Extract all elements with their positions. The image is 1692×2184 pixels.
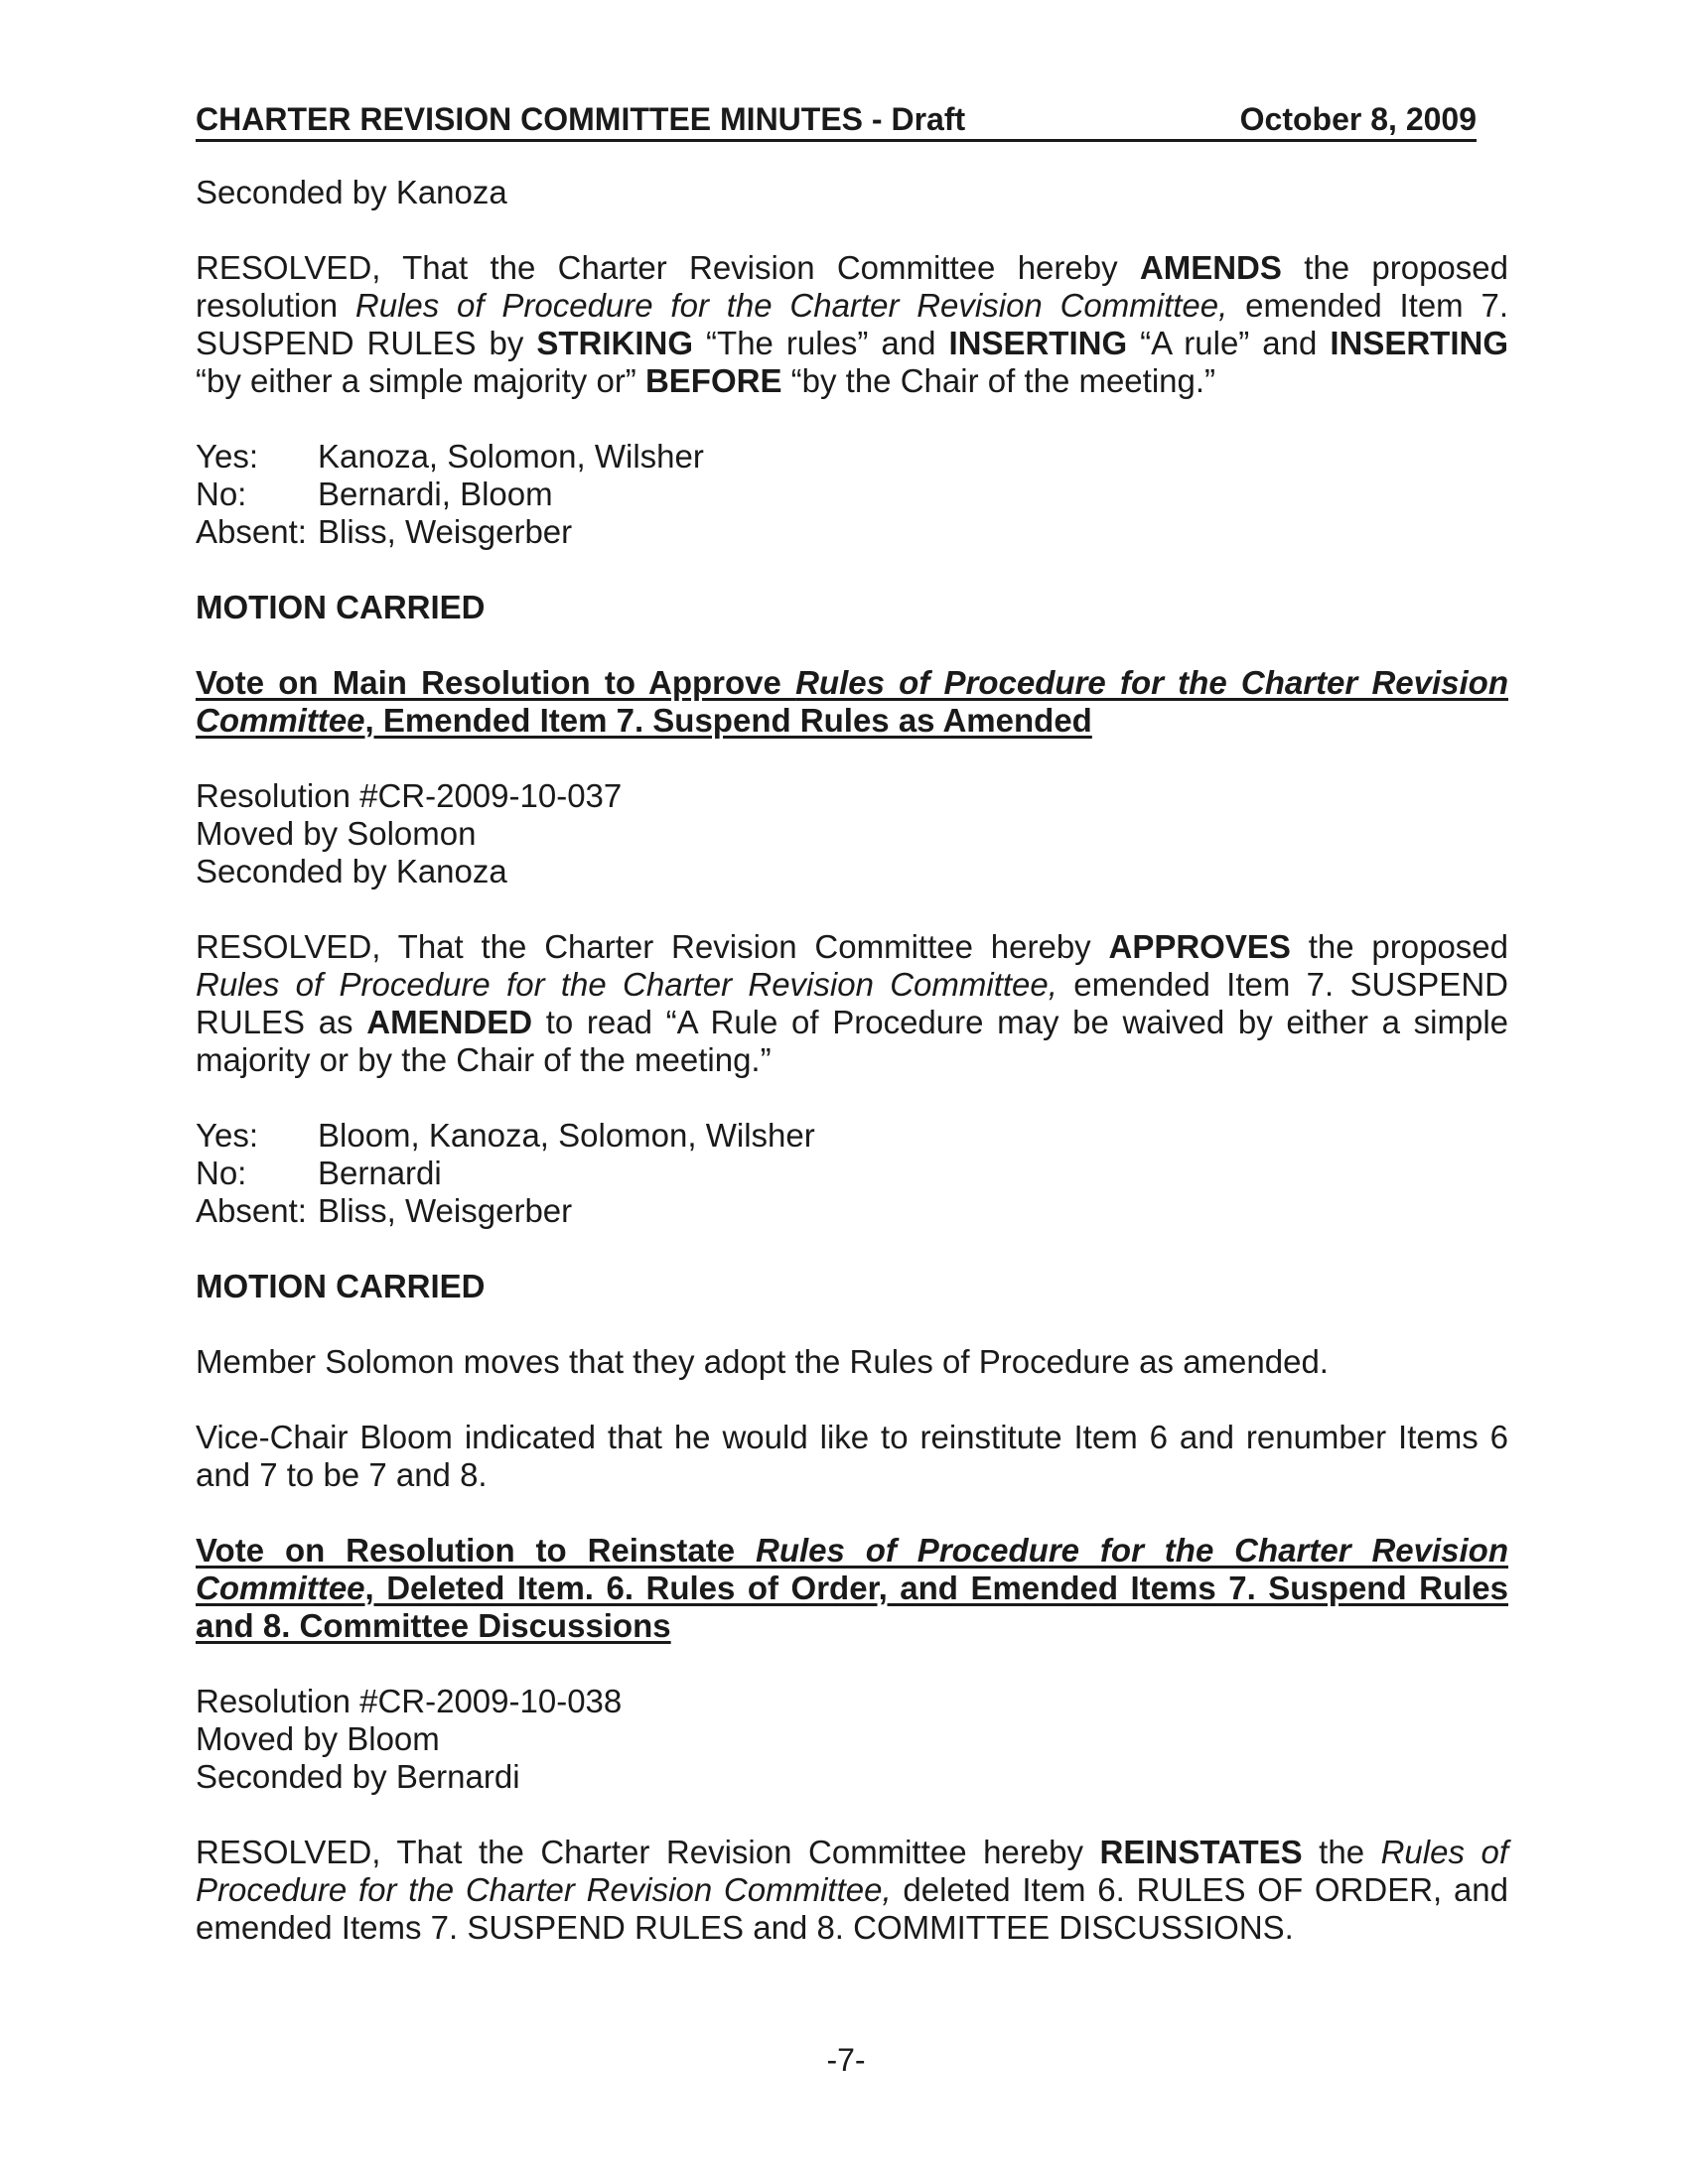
resolved-2-amended: AMENDED xyxy=(366,1004,533,1040)
vote-names: Kanoza, Solomon, Wilsher xyxy=(318,438,704,475)
moved-by: Moved by Solomon xyxy=(196,815,477,852)
resolved-1-text-a: RESOLVED, That the Charter Revision Committee hereby xyxy=(196,249,1140,286)
heading-2-text-b: , Deleted Item. 6. Rules of Order, and Emended Items 7. Suspend Rules and 8. Committee Discussions xyxy=(196,1570,1508,1644)
resolved-paragraph-2 xyxy=(196,928,1508,1079)
resolved-1-amends: AMENDS xyxy=(1139,249,1282,286)
minutes-body xyxy=(196,174,1508,1947)
resolved-3-text-b: the xyxy=(1302,1834,1381,1870)
section-heading-2 xyxy=(196,1532,1508,1645)
vote-names: Bernardi xyxy=(318,1155,442,1191)
seconded-by: Seconded by Kanoza xyxy=(196,853,507,889)
vote-label: Absent: xyxy=(196,513,307,550)
heading-2-rules-title: Rules of Procedure for the Charter Revision Committee xyxy=(196,1532,1508,1606)
seconded-by-1: Seconded by Kanoza xyxy=(196,174,507,210)
vote-tally-1 xyxy=(196,438,1508,551)
page-header xyxy=(196,99,1477,142)
heading-1-rules-title: Rules of Procedure for the Charter Revision Committee xyxy=(196,664,1509,739)
resolved-1-striking: STRIKING xyxy=(536,325,694,361)
resolved-paragraph-1 xyxy=(196,249,1508,400)
note-solomon: Member Solomon moves that they adopt the Rules of Procedure as amended. xyxy=(196,1343,1329,1380)
resolution-details-1 xyxy=(196,777,1508,890)
heading-1-text-a: Vote on Main Resolution to Approve xyxy=(196,664,796,701)
resolved-2-text-a: RESOLVED, That the Charter Revision Committee hereby xyxy=(196,928,1109,965)
resolution-number: Resolution #CR-2009-10-038 xyxy=(196,1683,623,1719)
vote-row-absent xyxy=(196,1192,1508,1230)
resolved-1-inserting-a: INSERTING xyxy=(948,325,1128,361)
section-heading-1 xyxy=(196,664,1508,740)
vote-names: Bloom, Kanoza, Solomon, Wilsher xyxy=(318,1117,815,1154)
note-bloom: Vice-Chair Bloom indicated that he would like to reinstitute Item 6 and renumber Items 6 and 7 to be 7 and 8. xyxy=(196,1419,1508,1493)
resolved-3-text-c: deleted Item 6. RULES OF ORDER, and emended Items 7. SUSPEND RULES and 8. COMMITTEE DISCUSSIONS. xyxy=(196,1871,1508,1946)
resolved-3-rules-title: Rules of Procedure for the Charter Revision Committee, xyxy=(196,1834,1508,1908)
heading-2-text-a: Vote on Resolution to Reinstate xyxy=(196,1532,757,1569)
vote-label: No: xyxy=(196,476,247,512)
resolved-1-text-b: the proposed resolution xyxy=(196,249,1508,324)
resolution-number: Resolution #CR-2009-10-037 xyxy=(196,777,623,814)
vote-label: Absent: xyxy=(196,1192,307,1229)
page-number: -7- xyxy=(826,2042,866,2078)
vote-tally-2 xyxy=(196,1117,1508,1230)
resolved-paragraph-3 xyxy=(196,1834,1508,1947)
vote-label: Yes: xyxy=(196,1117,259,1154)
vote-names: Bernardi, Bloom xyxy=(318,476,553,512)
resolved-1-before: BEFORE xyxy=(644,362,782,399)
resolved-2-rules-title: Rules of Procedure for the Charter Revision Committee, xyxy=(196,966,1058,1003)
resolved-3-text-a: RESOLVED, That the Charter Revision Committee hereby xyxy=(196,1834,1100,1870)
vote-row-no xyxy=(196,1155,1508,1192)
vote-row-yes xyxy=(196,438,1508,476)
resolved-1-text-c: emended Item 7. SUSPEND RULES by xyxy=(196,287,1508,361)
resolved-1-text-d: “The rules” and xyxy=(693,325,949,361)
resolved-1-inserting-b: INSERTING xyxy=(1330,325,1509,361)
motion-result-1: MOTION CARRIED xyxy=(196,589,486,625)
resolved-1-text-e: “A rule” and xyxy=(1127,325,1331,361)
resolved-2-approves: APPROVES xyxy=(1108,928,1291,965)
heading-1-text-b: , Emended Item 7. Suspend Rules as Amended xyxy=(364,702,1092,739)
seconded-by: Seconded by Bernardi xyxy=(196,1758,520,1795)
vote-names: Bliss, Weisgerber xyxy=(318,1192,573,1229)
vote-row-absent xyxy=(196,513,1508,551)
resolved-3-reinstates: REINSTATES xyxy=(1099,1834,1303,1870)
resolved-1-text-g: “by the Chair of the meeting.” xyxy=(781,362,1216,399)
moved-by: Moved by Bloom xyxy=(196,1720,440,1757)
vote-row-yes xyxy=(196,1117,1508,1155)
header-title: CHARTER REVISION COMMITTEE MINUTES - Draft xyxy=(196,101,966,137)
resolved-2-text-c: emended Item 7. SUSPEND RULES as xyxy=(196,966,1508,1040)
resolved-1-text-f: “by either a simple majority or” xyxy=(196,362,645,399)
resolved-2-text-d: to read “A Rule of Procedure may be waived by either a simple majority or by the Chair of the meeting.” xyxy=(196,1004,1509,1078)
vote-label: Yes: xyxy=(196,438,259,475)
resolved-2-text-b: the proposed xyxy=(1290,928,1509,965)
vote-label: No: xyxy=(196,1155,247,1191)
header-date: October 8, 2009 xyxy=(1239,101,1477,137)
motion-result-2: MOTION CARRIED xyxy=(196,1268,486,1304)
resolved-1-rules-title: Rules of Procedure for the Charter Revision Committee, xyxy=(354,287,1228,324)
resolution-details-2 xyxy=(196,1683,1508,1796)
vote-row-no xyxy=(196,476,1508,513)
vote-names: Bliss, Weisgerber xyxy=(318,513,573,550)
